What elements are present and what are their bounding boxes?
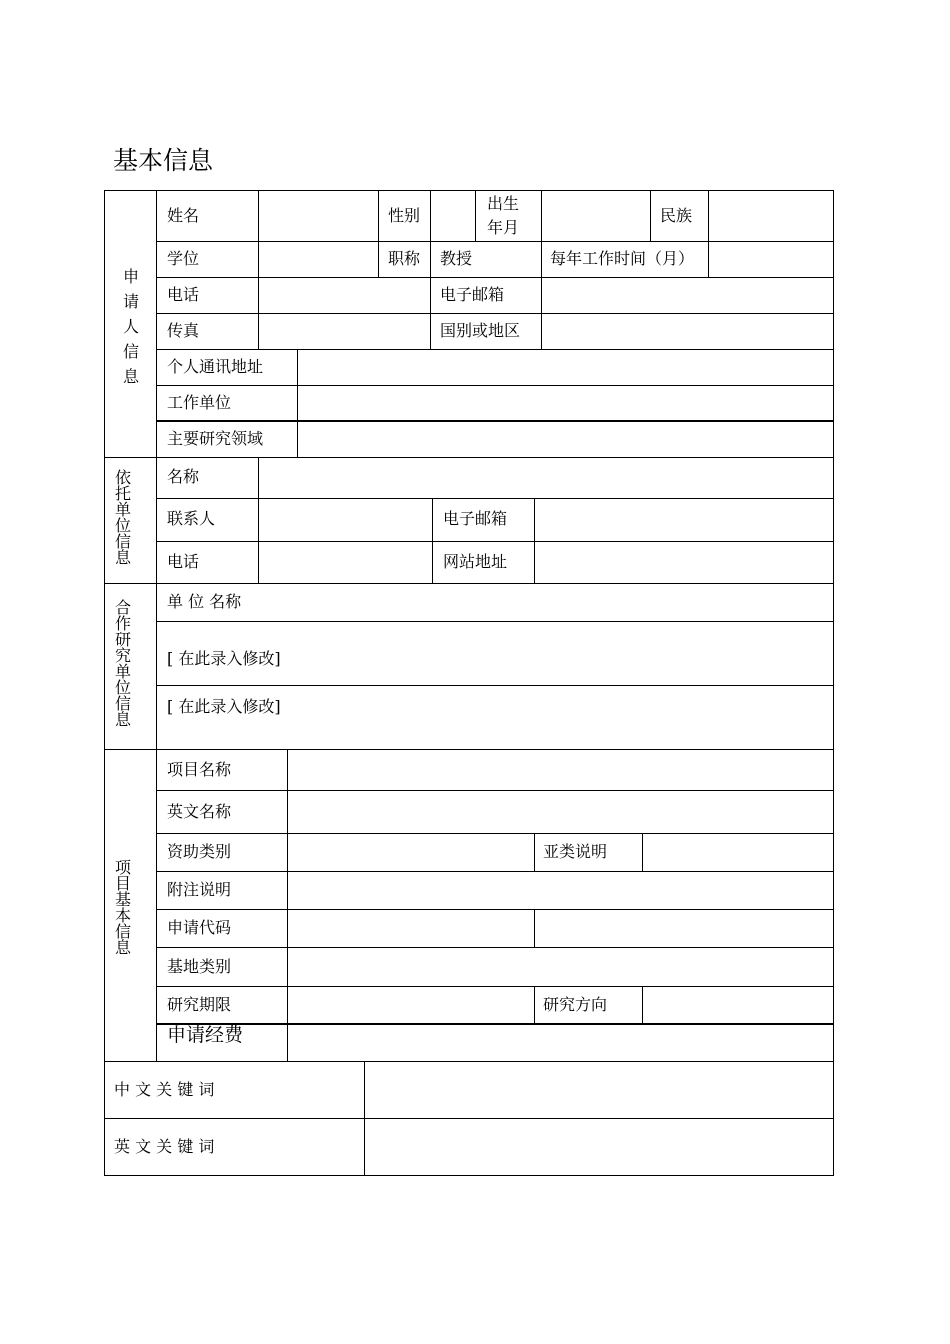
label-host-website: 网站地址 [443, 552, 508, 571]
label-project-name: 项目名称 [167, 760, 232, 779]
col-divider [541, 190, 542, 349]
row-divider [156, 349, 834, 350]
label-base-type: 基地类别 [167, 957, 232, 976]
col-divider [432, 498, 433, 583]
label-direction: 研究方向 [543, 995, 608, 1014]
row-divider [156, 385, 834, 386]
row-divider [156, 986, 834, 987]
col-divider [642, 986, 643, 1023]
row-divider [104, 1118, 834, 1119]
row-divider [156, 685, 834, 686]
row-divider [156, 909, 834, 910]
col-divider [708, 190, 709, 277]
section-label-host: 依托单位信息 [114, 468, 131, 567]
col-divider [534, 986, 535, 1023]
label-note: 附注说明 [167, 880, 232, 899]
label-work-months: 每年工作时间（月） [550, 249, 695, 268]
page-title: 基本信息 [113, 146, 214, 175]
label-host-contact: 联系人 [167, 509, 216, 528]
label-phone: 电话 [167, 285, 200, 304]
label-degree: 学位 [167, 249, 200, 268]
label-gender: 性别 [388, 206, 421, 225]
col-divider [534, 498, 535, 583]
col-divider [642, 833, 643, 871]
label-address: 个人通讯地址 [167, 357, 264, 376]
col-divider [297, 349, 298, 457]
section-label-project: 项目基本信息 [114, 858, 131, 957]
col-divider [378, 190, 379, 277]
row-divider [156, 1023, 834, 1025]
col-divider [430, 190, 431, 349]
label-name: 姓名 [167, 206, 200, 225]
label-subclass: 亚类说明 [543, 842, 608, 861]
col-divider [364, 1061, 365, 1176]
label-funding-type: 资助类别 [167, 842, 232, 861]
col-divider [475, 190, 476, 241]
label-host-name: 名称 [167, 467, 200, 486]
label-employer: 工作单位 [167, 393, 232, 412]
label-chinese-keywords: 中 文 关 键 词 [114, 1080, 215, 1099]
col-divider [534, 909, 535, 947]
section-divider [104, 583, 834, 584]
value-job-title: 教授 [440, 249, 473, 268]
label-period: 研究期限 [167, 995, 232, 1014]
row-divider [156, 871, 834, 872]
col-divider [287, 749, 288, 1061]
label-funds: 申请经费 [167, 1024, 244, 1046]
label-host-email: 电子邮箱 [443, 509, 508, 528]
col-divider [650, 190, 651, 241]
section-divider [104, 1061, 834, 1062]
col-divider [258, 190, 259, 349]
label-research-field: 主要研究领域 [167, 429, 264, 448]
section-label-partner: 合作研究单位信息 [114, 598, 131, 729]
col-divider [258, 457, 259, 583]
label-code: 申请代码 [167, 918, 232, 937]
partner-entry[interactable]: [ 在此录入修改] [167, 697, 281, 716]
label-host-phone: 电话 [167, 552, 200, 571]
label-partner-unit-name: 单 位 名称 [167, 592, 242, 611]
label-english-name: 英文名称 [167, 802, 232, 821]
row-divider [156, 947, 834, 948]
row-divider [156, 621, 834, 622]
section-divider [104, 749, 834, 750]
partner-entry[interactable]: [ 在此录入修改] [167, 649, 281, 668]
section-label-column-divider [156, 190, 157, 1061]
label-fax: 传真 [167, 321, 200, 340]
section-divider [104, 457, 834, 458]
row-divider [156, 420, 834, 422]
section-label-applicant: 申请人信息 [122, 267, 139, 386]
row-divider [156, 833, 834, 834]
label-email: 电子邮箱 [440, 285, 505, 304]
label-ethnicity: 民族 [660, 206, 693, 225]
row-divider [156, 790, 834, 791]
col-divider [534, 833, 535, 871]
label-english-keywords: 英 文 关 键 词 [114, 1137, 215, 1156]
label-country: 国别或地区 [440, 321, 521, 340]
label-job-title: 职称 [388, 249, 421, 268]
label-birth: 出生年月 [487, 194, 520, 237]
